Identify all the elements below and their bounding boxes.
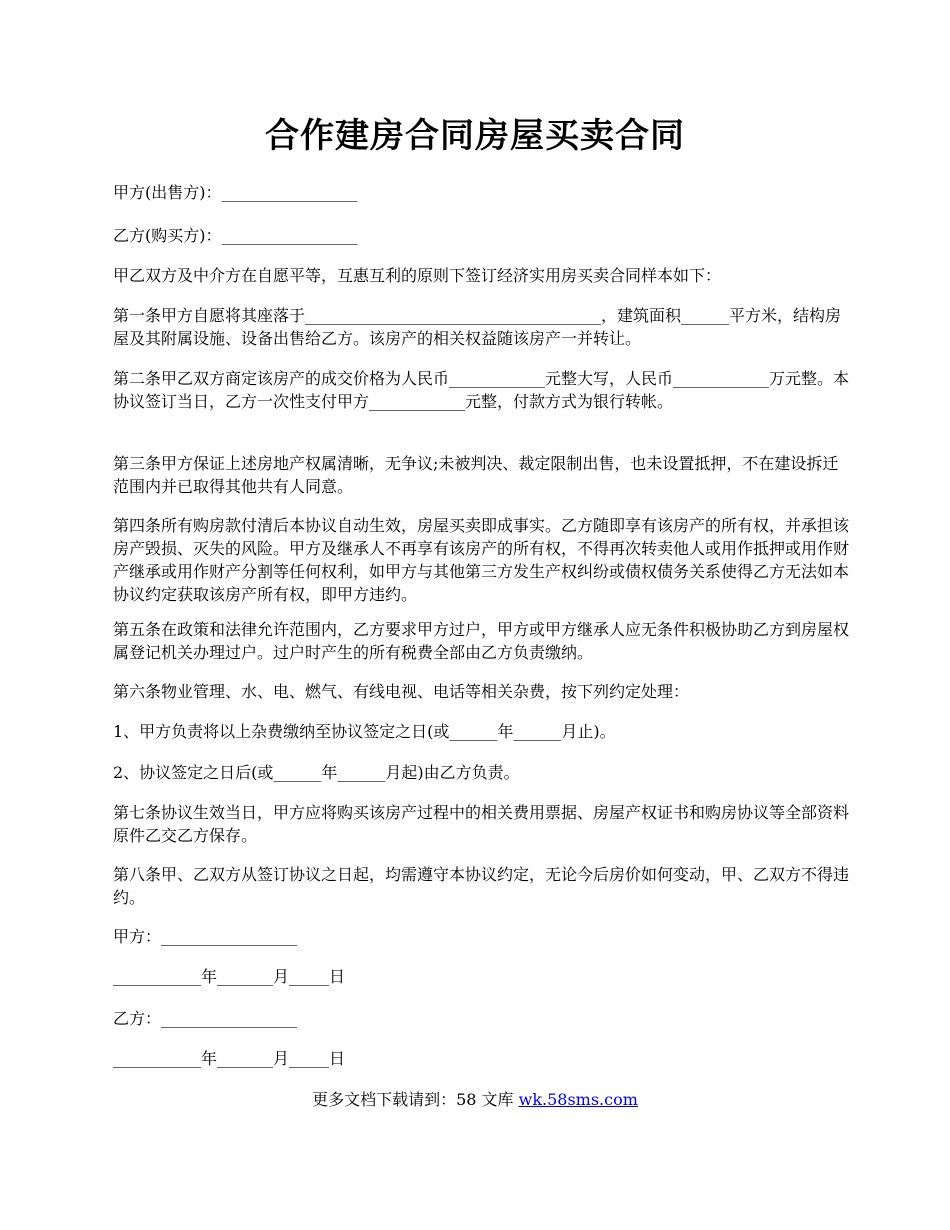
party-b-buyer-line: 乙方(购买方)：_________________	[113, 226, 358, 245]
article-4: 第四条所有购房款付清后本协议自动生效，房屋买卖即成事实。乙方随即享有该房产的所有权，并承担该房产毁损、灭失的风险。甲方及继承人不再享有该房产的所有权，不得再次转卖他人或用作抵押或用作财产继承或用作财产分割等任何权利，如甲方与其他第三方发生产权纠纷或债权债务关系使得乙方无法如本协议约定获取该房产所有权，即甲方违约。	[113, 516, 850, 604]
article-1: 第一条甲方自愿将其座落于_____________________________________，建筑面积______平方米，结构房屋及其附属设施、设备出售给乙方。该房产的相关权益随该房产一并转让。	[113, 306, 842, 348]
party-a-seller-line: 甲方(出售方)：_________________	[113, 183, 358, 202]
article-6-item-2: 2、协议签定之日后(或______年______月起)由乙方负责。	[113, 763, 520, 782]
party-a-signature-line: 甲方：_________________	[113, 927, 298, 946]
article-6-item-1: 1、甲方负责将以上杂费缴纳至协议签定之日(或______年______月止)。	[113, 722, 616, 741]
party-b-signature-line: 乙方：_________________	[113, 1009, 298, 1028]
party-b-date-line: ___________年_______月_____日	[113, 1049, 346, 1068]
footer-text: 更多文档下载请到：58 文库	[312, 1090, 519, 1109]
party-a-date-line: ___________年_______月_____日	[113, 967, 346, 986]
article-2: 第二条甲乙双方商定该房产的成交价格为人民币____________元整大写，人民币____________万元整。本协议签订当日，乙方一次性支付甲方____________元整，付款方式为银行转帐。	[113, 369, 850, 411]
intro-paragraph: 甲乙双方及中介方在自愿平等，互惠互利的原则下签订经济实用房买卖合同样本如下：	[113, 266, 722, 285]
document-title: 合作建房合同房屋买卖合同	[265, 116, 685, 156]
article-5: 第五条在政策和法律允许范围内，乙方要求甲方过户，甲方或甲方继承人应无条件积极协助乙方到房屋权属登记机关办理过户。过户时产生的所有税费全部由乙方负责缴纳。	[113, 620, 850, 662]
article-6: 第六条物业管理、水、电、燃气、有线电视、电话等相关杂费，按下列约定处理：	[113, 682, 690, 701]
article-7: 第七条协议生效当日，甲方应将购买该房产过程中的相关费用票据、房屋产权证书和购房协议等全部资料原件乙交乙方保存。	[113, 803, 850, 845]
footer	[0, 1088, 950, 1111]
footer-link[interactable]: wk.58sms.com	[518, 1090, 638, 1109]
article-3: 第三条甲方保证上述房地产权属清晰，无争议;未被判决、裁定限制出售，也未设置抵押，不在建设拆迁范围内并已取得其他共有人同意。	[113, 454, 839, 496]
article-8: 第八条甲、乙双方从签订协议之日起，均需遵守本协议约定，无论今后房价如何变动，甲、乙双方不得违约。	[113, 865, 850, 907]
